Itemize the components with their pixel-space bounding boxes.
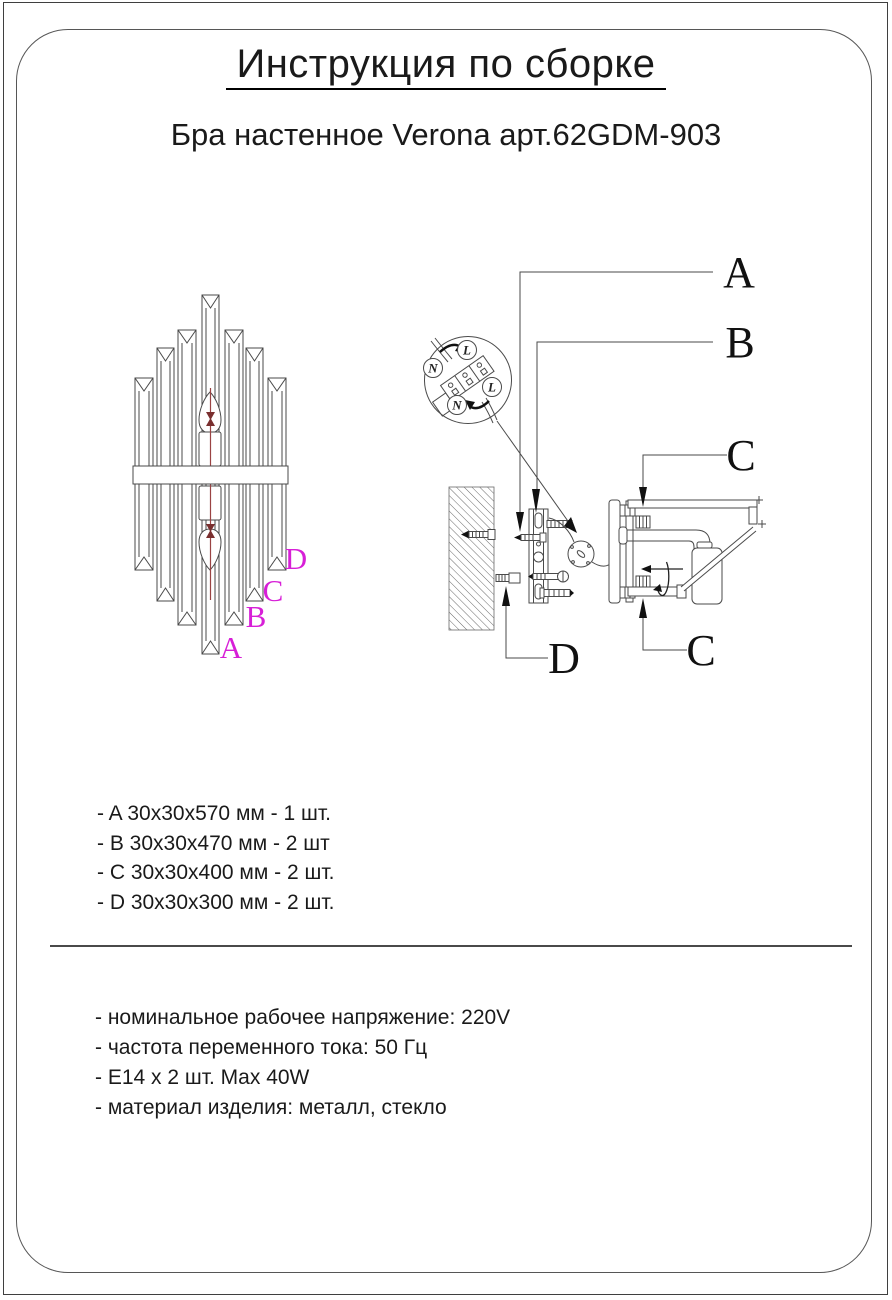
leader-c-bottom <box>639 598 716 675</box>
spec-lamp: - E14 x 2 шт. Max 40W <box>95 1066 310 1089</box>
wire-label-n-bottom: N <box>452 397 462 413</box>
page-title: Инструкция по сборке <box>226 42 665 90</box>
canopy-disc <box>568 541 594 567</box>
sconce-body <box>609 496 766 604</box>
parts-list-item-a: - A 30x30x570 мм - 1 шт. <box>97 802 331 825</box>
title-row <box>0 42 892 90</box>
center-bar <box>133 466 288 484</box>
leader-c-top <box>639 431 756 507</box>
rod-label-a: A <box>219 630 243 665</box>
subtitle-row <box>0 117 892 153</box>
rod-label-c: C <box>262 573 284 608</box>
back-plate <box>609 500 620 603</box>
bracket-screw-left <box>514 533 546 542</box>
assembly-label-c-top: C <box>726 431 756 480</box>
assembly-side-view <box>424 248 767 683</box>
assembly-label-b: B <box>725 318 755 367</box>
spec-frequency: - частота переменного тока: 50 Гц <box>95 1036 428 1059</box>
mounting-bracket <box>529 509 548 603</box>
wall-anchor-loose <box>496 573 520 583</box>
assembly-label-c-bottom: C <box>686 626 716 675</box>
rod-label-b: B <box>245 599 267 634</box>
wiring-detail-inset <box>424 337 578 534</box>
wire-label-n-left: N <box>428 360 438 376</box>
specifications-list <box>95 1003 510 1123</box>
wall-section <box>449 487 494 630</box>
assembly-label-a: A <box>723 248 755 297</box>
bracket-screw-bottom <box>540 588 574 598</box>
spec-voltage: - номинальное рабочее напряжение: 220V <box>95 1006 511 1029</box>
parts-list-item-d: - D 30x30x300 мм - 2 шт. <box>97 890 335 914</box>
knurled-nut-bottom <box>636 576 650 588</box>
knurled-nut-top <box>636 516 650 528</box>
product-name: Бра настенное Verona арт.62GDM-903 <box>170 117 722 152</box>
assembly-label-d: D <box>548 634 580 683</box>
section-divider <box>50 945 852 947</box>
spec-material: - материал изделия: металл, стекло <box>95 1096 447 1119</box>
wire-label-l-top: L <box>463 342 471 358</box>
parts-list-item-b: - B 30x30x470 мм - 2 шт <box>97 831 330 855</box>
top-rail-rod-c <box>628 500 757 508</box>
wire-label-l-right: L <box>488 379 496 395</box>
leader-a <box>516 248 755 532</box>
parts-list <box>97 799 334 917</box>
parts-list-item-c: - C 30x30x400 мм - 2 шт. <box>97 861 335 884</box>
product-front-view <box>133 295 307 665</box>
technical-diagrams <box>0 245 892 700</box>
rod-label-d: D <box>284 541 308 576</box>
